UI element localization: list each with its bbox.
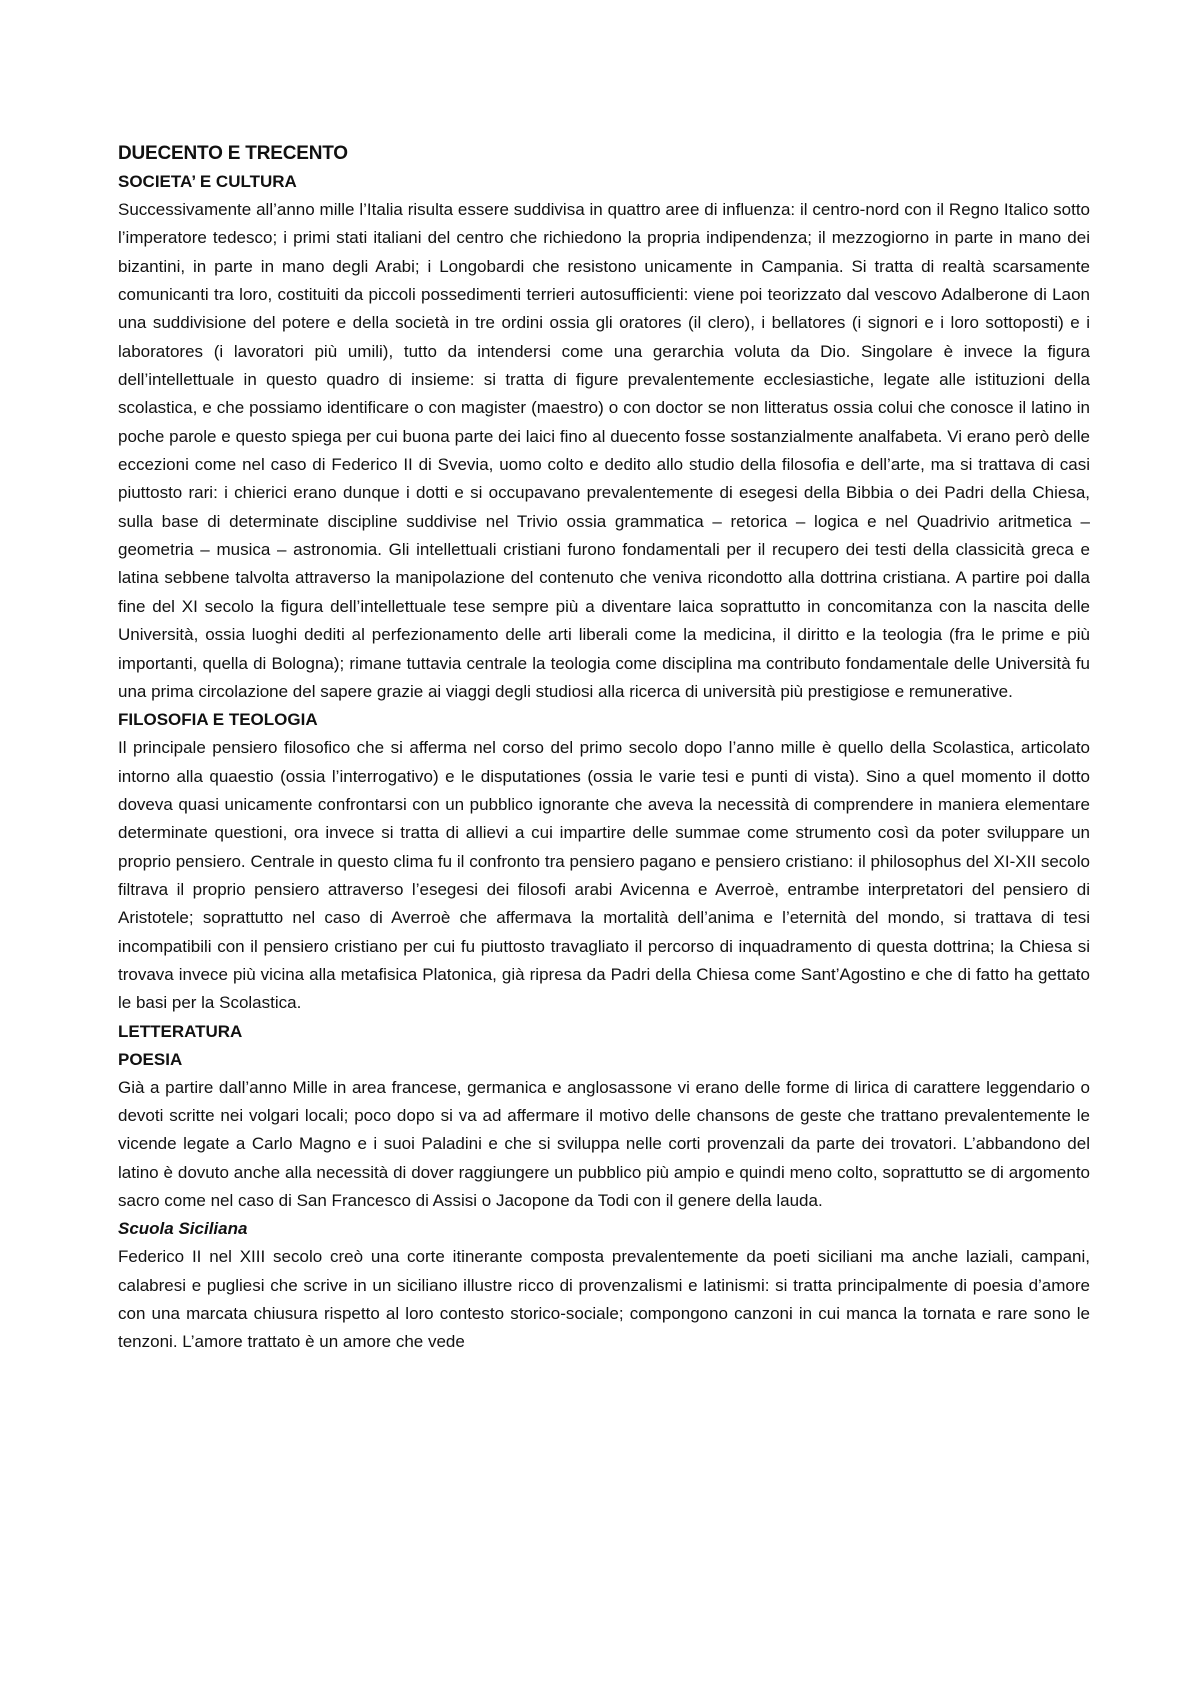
document-page [118, 140, 1090, 1357]
section-heading-poesia: POESIA [118, 1049, 183, 1069]
paragraph-societa: Successivamente all’anno mille l’Italia risulta essere suddivisa in quattro aree di influenza: il centro-nord con il Regno Italico sotto l’imperatore tedesco; i primi stati italiani del centro che richiedono la propria indipendenza; il mezzogiorno in parte in mano dei bizantini, in parte in mano degli Arabi; i Longobardi che resistono unicamente in Campania. Si tratta di realtà scarsamente comunicanti tra loro, costituiti da piccoli possedimenti terrieri autosufficienti: viene poi teorizzato dal vescovo Adalberone di Laon una suddivisione del potere e della società in tre ordini ossia gli oratores (il clero), i bellatores (i signori e i loro sottoposti) e i laboratores (i lavoratori più umili), tutto da intendersi come una gerarchia voluta da Dio. Singolare è invece la figura dell’intellettuale in questo quadro di insieme: si tratta di figure prevalentemente ecclesiastiche, legate alle istituzioni della scolastica, e che possiamo identificare o con magister (maestro) o con doctor se non litteratus ossia colui che conosce il latino in poche parole e questo spiega per cui buona parte dei laici fino al duecento fosse sostanzialmente analfabeta. Vi erano però delle eccezioni come nel caso di Federico II di Svevia, uomo colto e dedito allo studio della filosofia e dell’arte, ma si trattava di casi piuttosto rari: i chierici erano dunque i dotti e si occupavano prevalentemente di esegesi della Bibbia o dei Padri della Chiesa, sulla base di determinate discipline suddivise nel Trivio ossia grammatica – retorica – logica e nel Quadrivio aritmetica – geometria – musica – astronomia. Gli intellettuali cristiani furono fondamentali per il recupero dei testi della classicità greca e latina sebbene talvolta attraverso la manipolazione del contenuto che veniva ricondotto alla dottrina cristiana. A partire poi dalla fine del XI secolo la figura dell’intellettuale tese sempre più a diventare laica soprattutto in concomitanza con la nascita delle Università, ossia luoghi dediti al perfezionamento delle arti liberali come la medicina, il diritto e la teologia (fra le prime e più importanti, quella di Bologna); rimane tuttavia centrale la teologia come disciplina ma contributo fondamentale delle Università fu una prima circolazione del sapere grazie ai viaggi degli studiosi alla ricerca di università più prestigiose e remunerative. [118, 200, 1090, 701]
section-heading-scuola-siciliana: Scuola Siciliana [118, 1219, 248, 1239]
section-heading-letteratura: LETTERATURA [118, 1021, 243, 1041]
section-heading-societa: SOCIETA’ E CULTURA [118, 172, 297, 191]
paragraph-scuola-siciliana: Federico II nel XIII secolo creò una corte itinerante composta prevalentemente da poeti siciliani ma anche laziali, campani, calabresi e pugliesi che scrive in un siciliano illustre ricco di provenzalismi e latinismi: si tratta principalmente di poesia d’amore con una marcata chiusura rispetto al loro contesto storico-sociale; compongono canzoni in cui manca la tornata e rare sono le tenzoni. L’amore trattato è un amore che vede [118, 1247, 1090, 1352]
paragraph-poesia: Già a partire dall’anno Mille in area francese, germanica e anglosassone vi erano delle forme di lirica di carattere leggendario o devoti scritte nei volgari locali; poco dopo si va ad affermare il motivo delle chansons de geste che trattano prevalentemente le vicende legate a Carlo Magno e i suoi Paladini e che si sviluppa nelle corti provenzali da parte dei trovatori. L’abbandono del latino è dovuto anche alla necessità di dover raggiungere un pubblico più ampio e quindi meno colto, soprattutto se di argomento sacro come nel caso di San Francesco di Assisi o Jacopone da Todi con il genere della lauda. [118, 1077, 1090, 1210]
paragraph-filosofia: Il principale pensiero filosofico che si afferma nel corso del primo secolo dopo l’anno mille è quello della Scolastica, articolato intorno alla quaestio (ossia l’interrogativo) e le disputationes (ossia le varie tesi e punti di vista). Sino a quel momento il dotto doveva quasi unicamente confrontarsi con un pubblico ignorante che aveva la necessità di comprendere in maniera elementare determinate questioni, ora invece si tratta di allievi a cui impartire delle summae come strumento così da poter sviluppare un proprio pensiero. Centrale in questo clima fu il confronto tra pensiero pagano e pensiero cristiano: il philosophus del XI-XII secolo filtrava il proprio pensiero attraverso l’esegesi dei filosofi arabi Avicenna e Averroè, entrambe interpretatori del pensiero di Aristotele; soprattutto nel caso di Averroè che affermava la mortalità dell’anima e l’eternità del mondo, si trattava di tesi incompatibili con il pensiero cristiano per cui fu piuttosto travagliato il percorso di inquadramento di questa dottrina; la Chiesa si trovava invece più vicina alla metafisica Platonica, già ripresa da Padri della Chiesa come Sant’Agostino e che di fatto ha gettato le basi per la Scolastica. [118, 738, 1090, 1013]
document-title: DUECENTO E TRECENTO [118, 143, 348, 164]
section-heading-filosofia: FILOSOFIA E TEOLOGIA [118, 710, 318, 730]
